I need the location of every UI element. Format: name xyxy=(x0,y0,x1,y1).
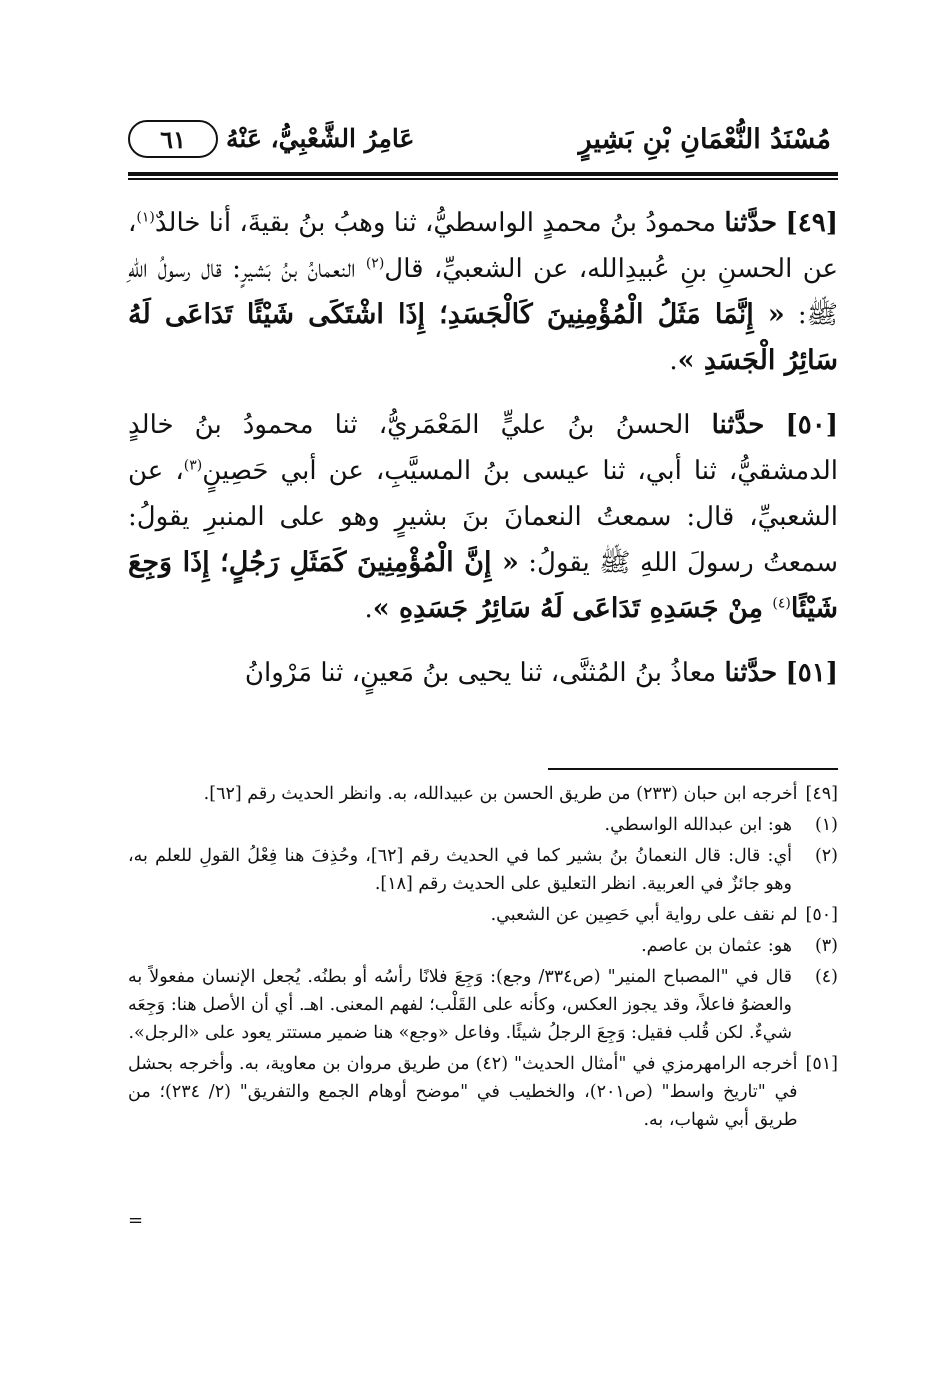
footnote-text: لم نقف على رواية أبي حَصِين عن الشعبي. xyxy=(490,905,798,925)
hadith-quote: « إِنَّ الْمُؤْمِنِينَ كَمَثَلِ رَجُلٍ؛ إِذَا وَجِعَ شَيْئًا xyxy=(128,547,838,624)
footnote-49 xyxy=(128,780,838,808)
header-title: مُسْنَدُ النُّعْمَانِ بْنِ بَشِيرٍ xyxy=(578,124,831,155)
footnote-text: هو: ابن عبدالله الواسطي. xyxy=(604,815,792,835)
hadith-end: . xyxy=(669,346,678,376)
hadith-text: محمودُ بنُ محمدٍ الواسطيُّ، ثنا وهبُ بنُ بقيةَ، أنا خالدٌ xyxy=(154,208,717,238)
hadith-text: الحسنُ بنُ عليٍّ المَعْمَريُّ، ثنا محمودُ بنُ خالدٍ الدمشقيُّ، ثنا أبي، ثنا عيسى بنُ المسيَّبِ، عن أبي حَصِينٍ xyxy=(128,410,838,486)
footnote-tag: [٥١] xyxy=(805,1054,838,1074)
continuation-mark: = xyxy=(128,1210,144,1231)
hadith-quote: مِنْ جَسَدِهِ تَدَاعَى لَهُ سَائِرُ جَسَدِهِ » xyxy=(372,593,773,624)
footnote-tag: (٢) xyxy=(814,846,838,866)
footnote-2 xyxy=(128,842,838,898)
running-header xyxy=(128,118,831,168)
hadith-50 xyxy=(128,402,838,632)
footnote-ref[interactable]: (٣) xyxy=(183,457,203,474)
hadith-quote: « إِنَّمَا مَثَلُ الْمُؤْمِنِينَ كَالْجَسَدِ؛ إِذَا اشْتَكَى شَيْئًا تَدَاعَى لَهُ سَائِرُ الْجَسَدِ » xyxy=(128,299,838,376)
footnote-text: أخرجه ابن حبان (٢٣٣) من طريق الحسن بن عبيدالله، به. وانظر الحديث رقم [٦٢]. xyxy=(203,784,798,804)
hadith-text: النعمانُ بنُ بَشيرٍ: قال رسولُ اللهِ ﷺ: xyxy=(128,254,839,330)
footnote-rule xyxy=(548,768,838,770)
hadith-text: ، عن الحسنِ بنِ عُبيدِالله، عن الشعبيِّ، قال xyxy=(128,208,838,284)
hadith-head: حدَّثنا xyxy=(724,658,778,688)
footnote-ref[interactable]: (٤) xyxy=(772,595,791,612)
footnote-text: قال في "المصباح المنير" (ص٣٣٤/ وجع): وَجِعَ فلانًا رأسُه أو بطنُه. يُجعل الإنسان مفعولاً به والعضوُ فاعلاً، وقد يجوز العكس، وكأنه على القَلْب؛ لفهم المعنى. اهـ. أي أن الأصل هنا: وَجِعَه شيءٌ. لكن قُلب فقيل: وَجِعَ الرجلُ شيئًا. وفاعل «وجع» هنا ضمير مستتر يعود على «الرجل». xyxy=(128,967,793,1043)
main-text xyxy=(128,200,838,714)
footnote-tag: (٣) xyxy=(814,936,838,956)
hadith-text: معاذُ بنُ المُثنَّى، ثنا يحيى بنُ مَعينٍ، ثنا مَرْوانُ xyxy=(244,658,717,688)
footnote-ref[interactable]: (٢) xyxy=(365,255,385,272)
footnote-text: هو: عثمان بن عاصم. xyxy=(641,936,792,956)
footnote-text: أخرجه الرامهرمزي في "أمثال الحديث" (٤٢) من طريق مروان بن معاوية، به. وأخرجه بحشل في "تاريخ واسط" (ص٢٠١)، والخطيب في "موضح أوهام الجمع والتفريق" (٢/ ٢٣٤)؛ من طريق أبي شهاب، به. xyxy=(128,1054,798,1130)
page-number: ٦١ xyxy=(128,120,218,158)
footnote-1 xyxy=(128,811,838,839)
hadith-head: حدَّثنا xyxy=(724,208,778,238)
footnote-tag: [٤٩] xyxy=(805,784,838,804)
footnote-tag: (٤) xyxy=(814,967,838,987)
hadith-number: [٤٩] xyxy=(785,208,839,238)
footnote-tag: (١) xyxy=(814,815,838,835)
hadith-text: ، عن الشعبيِّ، قال: سمعتُ النعمانَ بنَ بشيرٍ وهو على المنبرِ يقولُ: سمعتُ رسولَ اللهِ ﷺ يقولُ: xyxy=(128,456,838,578)
footnote-4 xyxy=(128,963,838,1047)
hadith-49 xyxy=(128,200,838,384)
footnote-tag: [٥٠] xyxy=(805,905,838,925)
footnote-text: أي: قال: قال النعمانُ بنُ بشير كما في الحديث رقم [٦٢]، وحُذِفَ هنا فِعْلُ القولِ للعلم به، وهو جائزٌ في العربية. انظر التعليق على الحديث رقم [١٨]. xyxy=(128,846,793,894)
header-rule-thin xyxy=(128,178,838,180)
footnote-ref[interactable]: (١) xyxy=(136,209,155,226)
hadith-number: [٥٠] xyxy=(785,410,839,440)
footnotes xyxy=(128,780,838,1137)
footnote-3 xyxy=(128,932,838,960)
hadith-end: . xyxy=(364,594,373,624)
footnote-50 xyxy=(128,901,838,929)
hadith-head: حدَّثنا xyxy=(711,410,765,440)
header-subtitle: عَامِرُ الشَّعْبِيُّ، عَنْهُ xyxy=(226,124,415,153)
header-rule-thick xyxy=(128,172,838,176)
hadith-number: [٥١] xyxy=(785,658,838,688)
hadith-51 xyxy=(128,650,838,696)
footnote-51 xyxy=(128,1050,838,1134)
